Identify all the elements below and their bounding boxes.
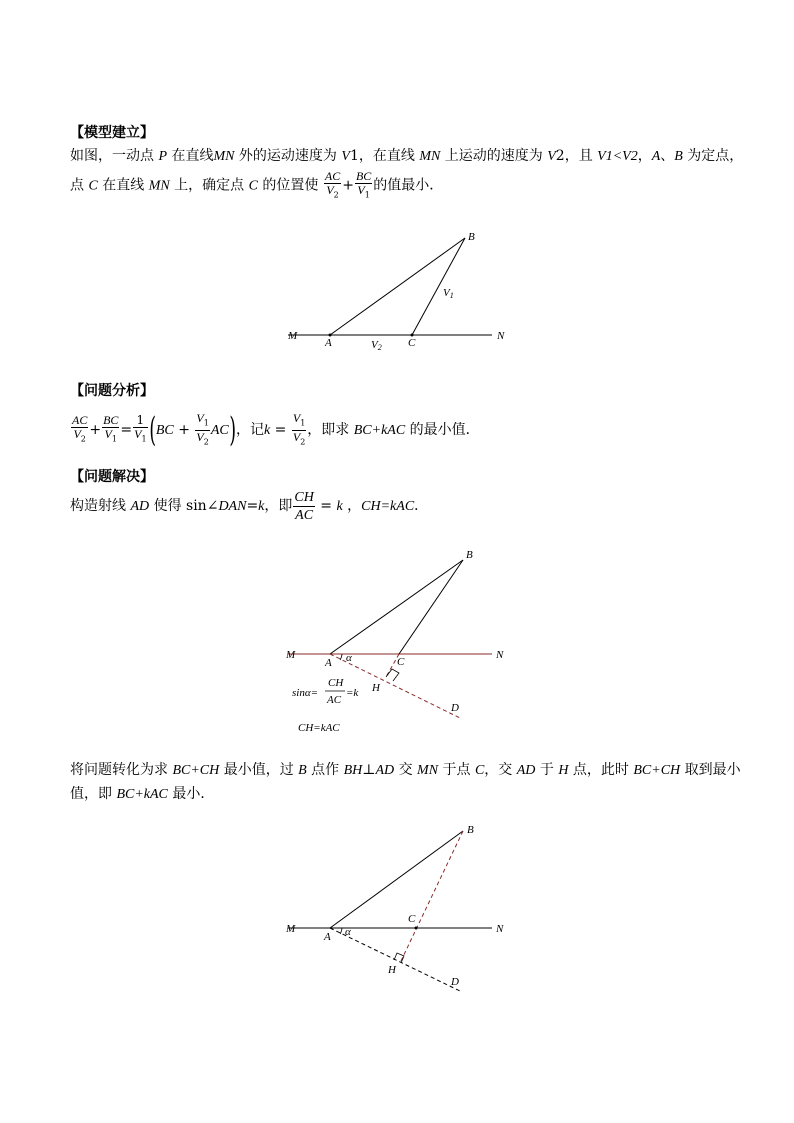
label-b: B [468, 231, 475, 243]
segment-ab [330, 831, 463, 928]
label-m: M [286, 923, 296, 935]
figure-1 [270, 225, 530, 360]
label-c: C [408, 913, 416, 925]
heading-analysis: 【问题分析】 [70, 383, 154, 399]
label-b: B [467, 824, 474, 836]
label-c: C [397, 656, 405, 668]
heading-solution: 【问题解决】 [70, 469, 154, 485]
label-a: A [325, 337, 332, 349]
model-line-1: 如图，一动点 P 在直线MN 外的运动速度为 V1，在直线 MN 上运动的速度为 V2，且 V1<V2，A、B 为定点， [70, 148, 744, 164]
label-m: M [286, 649, 296, 661]
frac-k: $\frac{V_1}{V_2}$ [292, 411, 306, 446]
segment-bh [400, 831, 463, 963]
fraction-ac-v2: $\frac{AC}{V_2}$ [324, 169, 341, 200]
label-v2: V2 [371, 339, 382, 352]
segment-bc [412, 238, 465, 335]
label-h: H [372, 682, 380, 694]
solution-para-2-line-1: 将问题转化为求 BC+CH 最小值，过 B 点作 BH⊥AD 交 MN 于点 C，交 AD 于 H 点，此时 BC+CH 取到最小 [70, 762, 741, 778]
label-m: M [288, 330, 298, 342]
label-alpha: α [345, 926, 351, 938]
analysis-formula: $\frac{AC}{V_2}$ + $\frac{BC}{V_1}$ = $\frac{1}{V_1}$ (BC + $\frac{V_1}{V_2}$ AC)，记k = $\frac{V_1}{V_2}$ ，即求 BC+kAC 的最小值． [72, 410, 480, 450]
model-line-2: 点 C 在直线 MN 上，确定点 C 的位置使 $\frac{AC}{V_2}$ + $\frac{BC}{V_1}$ 的值最小． [70, 169, 444, 200]
figure-2 [270, 540, 530, 740]
sin-frac-den: AC [327, 694, 342, 706]
point-c [415, 927, 418, 930]
label-d: D [451, 702, 459, 714]
label-h: H [388, 964, 396, 976]
figure-3 [270, 815, 530, 1005]
segment-ab [330, 560, 463, 654]
label-b: B [466, 549, 473, 561]
ch-equation: CH=kAC [298, 722, 340, 734]
right-angle-mark [386, 669, 399, 681]
label-alpha: α [346, 652, 352, 664]
heading-model: 【模型建立】 [70, 125, 154, 141]
label-n: N [496, 649, 504, 661]
label-c: C [408, 337, 416, 349]
label-n: N [496, 923, 504, 935]
frac-1-v1: $\frac{1}{V_1}$ [134, 413, 147, 444]
sin-frac-num: CH [328, 677, 344, 689]
frac-bc-v1: $\frac{BC}{V_1}$ [103, 413, 119, 444]
angle-arc [340, 654, 342, 660]
frac-ac-v2: $\frac{AC}{V_2}$ [72, 413, 88, 444]
segment-bc [399, 560, 463, 654]
sin-eq-k: =k [346, 687, 359, 699]
label-v1: V1 [443, 287, 454, 300]
solution-line-1: 构造射线 AD 使得 sin∠DAN=k，即 $\frac{CH}{AC}$ = k ，CH=kAC． [70, 489, 429, 523]
fraction-bc-v1: $\frac{BC}{V_1}$ [355, 169, 372, 200]
angle-arc [340, 928, 342, 934]
frac-ch-ac: $\frac{CH}{AC}$ [294, 489, 314, 523]
label-a: A [325, 657, 332, 669]
label-d: D [451, 976, 459, 988]
label-n: N [497, 330, 505, 342]
frac-v1-v2: $\frac{V_1}{V_2}$ [196, 411, 209, 446]
label-a: A [324, 931, 331, 943]
solution-para-2-line-2: 值，即 BC+kAC 最小． [70, 786, 215, 802]
sin-label: sinα= [292, 687, 319, 699]
